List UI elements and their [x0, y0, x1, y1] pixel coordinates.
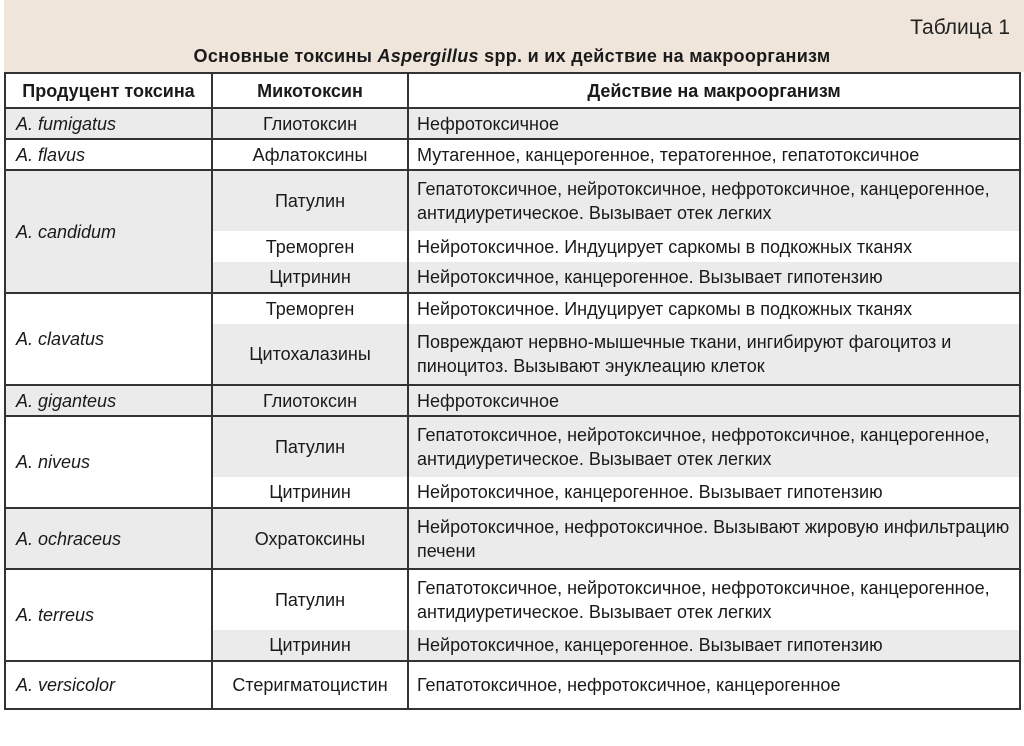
- mycotoxin-cell: Цитринин: [212, 477, 408, 508]
- species-cell: A. flavus: [5, 139, 212, 170]
- species-cell: A. giganteus: [5, 385, 212, 416]
- species-cell: A. terreus: [5, 569, 212, 661]
- effect-cell: Нейротоксичное. Индуцирует саркомы в подкожных тканях: [408, 293, 1020, 324]
- mycotoxin-cell: Патулин: [212, 170, 408, 231]
- mycotoxin-cell: Цитринин: [212, 262, 408, 293]
- table-row: [5, 569, 1020, 630]
- mycotoxin-cell: Глиотоксин: [212, 108, 408, 139]
- mycotoxin-cell: Глиотоксин: [212, 385, 408, 416]
- species-cell: A. ochraceus: [5, 508, 212, 569]
- mycotoxin-cell: Треморген: [212, 231, 408, 262]
- effect-cell: Мутагенное, канцерогенное, тератогенное, гепатотоксичное: [408, 139, 1020, 170]
- species-cell: A. niveus: [5, 416, 212, 508]
- mycotoxin-cell: Патулин: [212, 569, 408, 630]
- effect-cell: Нейротоксичное, канцерогенное. Вызывает гипотензию: [408, 477, 1020, 508]
- table-row: [5, 170, 1020, 231]
- effect-cell: Гепатотоксичное, нейротоксичное, нефротоксичное, канцерогенное, антидиуретическое. Вызывает отек легких: [408, 416, 1020, 477]
- species-cell: A. fumigatus: [5, 108, 212, 139]
- header-row: [5, 73, 1020, 108]
- table-row: [5, 385, 1020, 416]
- mycotoxin-cell: Патулин: [212, 416, 408, 477]
- mycotoxin-cell: Стеригматоцистин: [212, 661, 408, 709]
- mycotoxin-cell: Треморген: [212, 293, 408, 324]
- table-row: [5, 508, 1020, 569]
- mycotoxin-cell: Цитохалазины: [212, 324, 408, 385]
- effect-cell: Гепатотоксичное, нефротоксичное, канцерогенное: [408, 661, 1020, 709]
- header-effect: Действие на макроорганизм: [408, 73, 1020, 108]
- table-title: [0, 46, 1024, 67]
- header-mycotoxin: Микотоксин: [212, 73, 408, 108]
- table-row: [5, 108, 1020, 139]
- table-row: [5, 661, 1020, 709]
- effect-cell: Повреждают нервно-мышечные ткани, ингибируют фагоцитоз и пиноцитоз. Вызывают энуклеацию клеток: [408, 324, 1020, 385]
- effect-cell: Нейротоксичное. Индуцирует саркомы в подкожных тканях: [408, 231, 1020, 262]
- table-row: [5, 293, 1020, 324]
- effect-cell: Нефротоксичное: [408, 385, 1020, 416]
- table-row: [5, 139, 1020, 170]
- table-number: Таблица 1: [910, 16, 1010, 39]
- mycotoxin-cell: Охратоксины: [212, 508, 408, 569]
- title-prefix: Основные токсины: [193, 46, 378, 66]
- table-row: [5, 416, 1020, 477]
- header-producer: Продуцент токсина: [5, 73, 212, 108]
- species-cell: A. versicolor: [5, 661, 212, 709]
- species-cell: A. clavatus: [5, 293, 212, 385]
- effect-cell: Гепатотоксичное, нейротоксичное, нефротоксичное, канцерогенное, антидиуретическое. Вызывает отек легких: [408, 170, 1020, 231]
- title-suffix: spp. и их действие на макроорганизм: [478, 46, 831, 66]
- toxins-table: [4, 72, 1021, 710]
- title-genus: Aspergillus: [377, 46, 479, 66]
- effect-cell: Нейротоксичное, нефротоксичное. Вызывают жировую инфильтрацию печени: [408, 508, 1020, 569]
- effect-cell: Нейротоксичное, канцерогенное. Вызывает гипотензию: [408, 262, 1020, 293]
- species-cell: A. candidum: [5, 170, 212, 293]
- effect-cell: Гепатотоксичное, нейротоксичное, нефротоксичное, канцерогенное, антидиуретическое. Вызывает отек легких: [408, 569, 1020, 630]
- mycotoxin-cell: Афлатоксины: [212, 139, 408, 170]
- effect-cell: Нейротоксичное, канцерогенное. Вызывает гипотензию: [408, 630, 1020, 661]
- effect-cell: Нефротоксичное: [408, 108, 1020, 139]
- mycotoxin-cell: Цитринин: [212, 630, 408, 661]
